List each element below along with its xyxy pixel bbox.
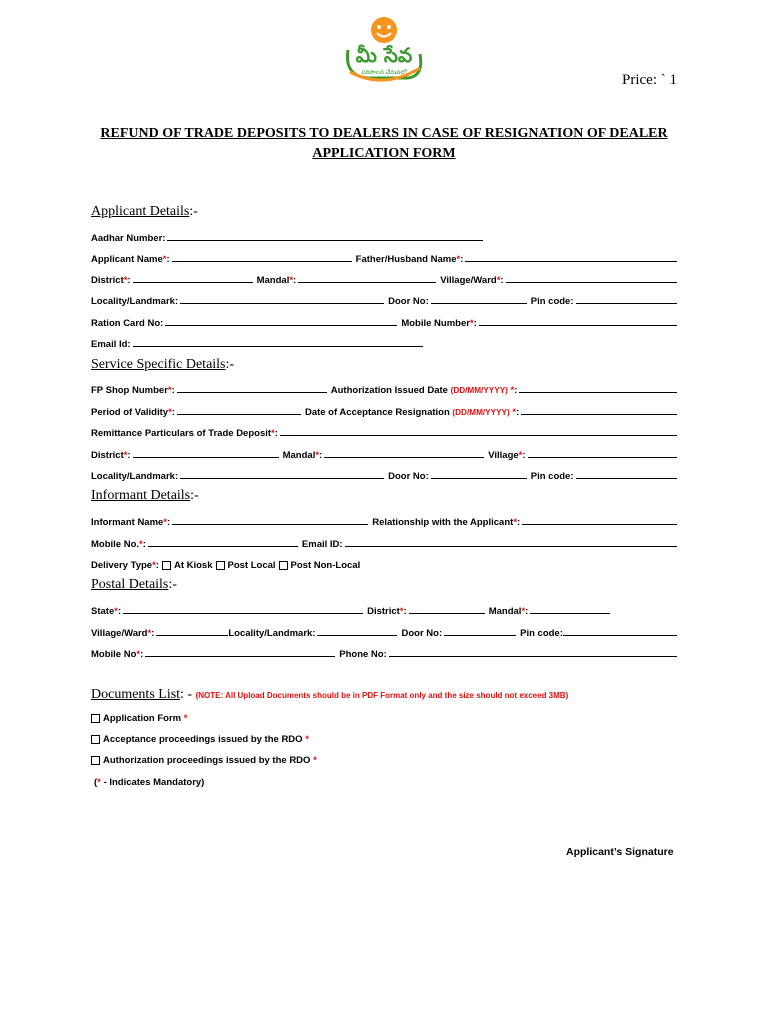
email-row [91,336,681,350]
aadhar-label: Aadhar Number: [91,233,166,244]
validity-row [91,404,681,418]
acceptance-proceedings-checkbox[interactable] [91,735,100,744]
applicant-signature-label: Applicant’s Signature [566,846,674,858]
postal-village-label: Village/Ward*: [91,628,155,639]
auth-date-label: Authorization Issued Date (DD/MM/YYYY) *: [330,385,518,396]
state-field[interactable] [123,613,363,614]
aadhar-field[interactable] [167,240,483,241]
pincode-label: Pin code: [530,296,574,307]
relationship-label: Relationship with the Applicant*: [372,517,521,528]
informant-mobile-row [91,536,681,550]
door-field[interactable] [431,303,527,304]
state-label: State*: [91,606,122,617]
aadhar-row [91,230,681,244]
remittance-label: Remittance Particulars of Trade Deposit*: [91,428,278,439]
document-item: Application Form * [91,713,187,724]
validity-field[interactable] [177,414,301,415]
village-field[interactable] [506,282,677,283]
validity-label: Period of Validity*: [91,407,175,418]
mandal-field[interactable] [298,282,436,283]
postal-details-heading: Postal Details:- [91,577,177,592]
accept-date-label: Date of Acceptance Resignation (DD/MM/YYYY) *: [304,407,520,418]
remittance-field[interactable] [280,435,677,436]
post-local-label: Post Local [227,560,276,571]
document-item: Acceptance proceedings issued by the RDO * [91,734,309,745]
postal-pincode-label: Pin code: [520,628,563,639]
service-mandal-label: Mandal*: [282,450,323,461]
locality-label: Locality/Landmark: [91,296,179,307]
postal-state-row [91,603,681,617]
postal-mobile-field[interactable] [145,656,335,657]
document-label: Acceptance proceedings issued by the RDO [103,734,303,745]
postal-door-field[interactable] [444,635,516,636]
district-label: District*: [91,275,131,286]
postal-mobile-row [91,646,681,660]
postal-village-row [91,625,681,639]
fp-shop-row [91,382,681,396]
applicant-name-row [91,251,681,265]
phone-field[interactable] [389,656,677,657]
informant-name-row [91,514,681,528]
applicant-district-row [91,272,681,286]
informant-email-field[interactable] [345,546,677,547]
service-pincode-label: Pin code: [530,471,574,482]
postal-mobile-label: Mobile No*: [91,649,144,660]
informant-name-label: Informant Name*: [91,517,171,528]
service-locality-label: Locality/Landmark: [91,471,179,482]
locality-field[interactable] [180,303,384,304]
postal-mandal-field[interactable] [530,613,610,614]
informant-name-field[interactable] [172,524,368,525]
ration-row [91,315,681,329]
accept-date-field[interactable] [521,414,677,415]
svg-text:మీ సేవ: మీ సేవ [355,43,413,67]
documents-heading: Documents List: - (NOTE: All Upload Documents should be in PDF Format only and the size should not exceed 3MB) [91,687,569,702]
postal-village-field[interactable] [156,635,228,636]
price-label: Price: ` 1 [622,72,677,88]
mobile-field[interactable] [479,325,677,326]
service-door-label: Door No: [388,471,429,482]
door-label: Door No: [388,296,429,307]
informant-email-label: Email ID: [301,539,343,550]
postal-pincode-field[interactable] [563,635,677,636]
form-title-line1: REFUND OF TRADE DEPOSITS TO DEALERS IN CASE OF RESIGNATION OF DEALER [100,126,668,141]
applicant-details-heading: Applicant Details:- [91,204,198,219]
meeseva-logo [338,10,430,88]
post-nonlocal-label: Post Non-Local [290,560,361,571]
informant-mobile-label: Mobile No.*: [91,539,146,550]
applicant-name-field[interactable] [172,261,352,262]
phone-label: Phone No: [339,649,387,660]
service-village-label: Village*: [488,450,526,461]
district-field[interactable] [133,282,253,283]
postal-locality-field[interactable] [317,635,397,636]
mandal-label: Mandal*: [256,275,297,286]
kiosk-checkbox[interactable] [162,561,171,570]
relationship-field[interactable] [522,524,677,525]
service-district-field[interactable] [133,457,279,458]
postal-mandal-label: Mandal*: [488,606,529,617]
postal-door-label: Door No: [401,628,443,639]
mandatory-note: ( * - Indicates Mandatory) [94,777,205,788]
informant-details-heading: Informant Details:- [91,488,199,503]
post-local-checkbox[interactable] [216,561,225,570]
post-nonlocal-checkbox[interactable] [279,561,288,570]
ration-field[interactable] [165,325,397,326]
auth-date-field[interactable] [519,392,677,393]
fp-shop-field[interactable] [177,392,327,393]
service-pincode-field[interactable] [576,478,677,479]
email-field[interactable] [133,346,423,347]
delivery-type-label: Delivery Type*: [91,560,159,571]
service-locality-row [91,468,681,482]
village-label: Village/Ward*: [440,275,504,286]
service-locality-field[interactable] [180,478,384,479]
service-details-heading: Service Specific Details:- [91,357,235,372]
service-village-field[interactable] [528,457,677,458]
mobile-label: Mobile Number*: [401,318,477,329]
postal-district-label: District*: [367,606,407,617]
remittance-row [91,425,681,439]
pincode-field[interactable] [576,303,677,304]
informant-mobile-field[interactable] [148,546,298,547]
service-district-row [91,447,681,461]
application-form-checkbox[interactable] [91,714,100,723]
service-door-field[interactable] [431,478,527,479]
svg-text:పరిపాలన చేరువలో: పరిపాలన చేరువలో [361,69,407,76]
email-label: Email Id: [91,339,131,350]
document-label: Application Form [103,713,182,724]
delivery-type-row [91,557,681,571]
applicant-name-label: Applicant Name*: [91,254,170,265]
applicant-locality-row [91,293,681,307]
father-name-label: Father/Husband Name*: [355,254,464,265]
document-item: Authorization proceedings issued by the RDO * [91,755,317,766]
documents-note: (NOTE: All Upload Documents should be in PDF Format only and the size should not exceed 3MB) [195,691,569,700]
father-name-field[interactable] [465,261,677,262]
kiosk-label: At Kiosk [173,560,213,571]
postal-district-field[interactable] [409,613,485,614]
form-title-line2: APPLICATION FORM [312,146,456,161]
ration-label: Ration Card No: [91,318,164,329]
service-mandal-field[interactable] [324,457,484,458]
authorization-proceedings-checkbox[interactable] [91,756,100,765]
service-district-label: District*: [91,450,131,461]
fp-shop-label: FP Shop Number*: [91,385,175,396]
document-label: Authorization proceedings issued by the RDO [103,755,311,766]
postal-locality-label: Locality/Landmark: [228,628,316,639]
